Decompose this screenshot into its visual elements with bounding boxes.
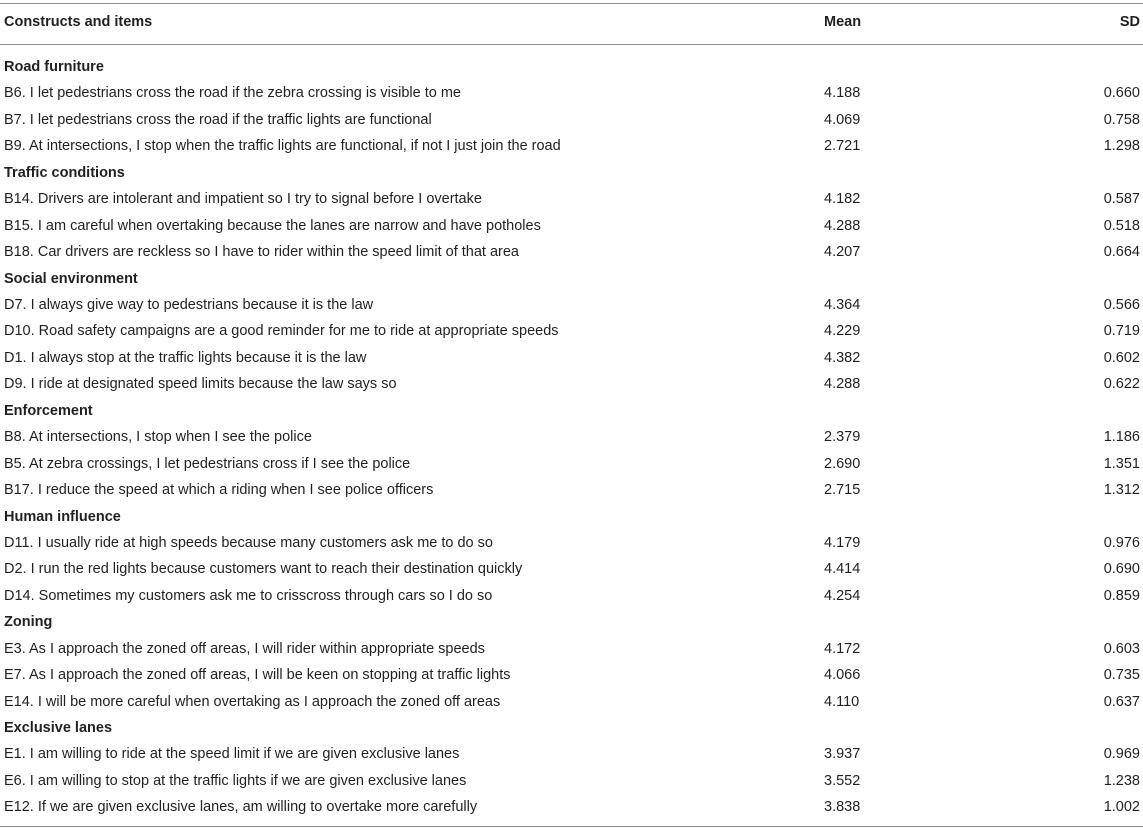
mean-value: 4.229 bbox=[824, 323, 861, 340]
item-text: D1. I always stop at the traffic lights because it is the law bbox=[4, 349, 367, 366]
group-title: Traffic conditions bbox=[4, 164, 125, 181]
group-title: Social environment bbox=[4, 270, 138, 287]
item-text: E14. I will be more careful when overtaking as I approach the zoned off areas bbox=[4, 693, 501, 710]
item-text: B17. I reduce the speed at which a riding when I see police officers bbox=[4, 482, 434, 498]
item-text: E3. As I approach the zoned off areas, I will rider within appropriate speeds bbox=[4, 640, 485, 657]
sd-value: 1.186 bbox=[1103, 429, 1140, 446]
table-bottom-rule bbox=[0, 826, 1143, 827]
table-header-rule bbox=[0, 44, 1143, 45]
sd-value: 1.002 bbox=[1103, 799, 1140, 816]
header-mean: Mean bbox=[824, 14, 862, 30]
sd-value: 0.603 bbox=[1103, 640, 1140, 657]
group-title: Enforcement bbox=[4, 402, 93, 419]
sd-value: 0.566 bbox=[1103, 297, 1140, 313]
mean-value: 4.207 bbox=[824, 244, 861, 261]
sd-value: 1.312 bbox=[1103, 482, 1140, 498]
mean-value: 3.838 bbox=[824, 799, 861, 816]
mean-value: 2.715 bbox=[824, 482, 861, 498]
item-text: B14. Drivers are intolerant and impatient so I try to signal before I overtake bbox=[4, 191, 482, 208]
sd-value: 0.690 bbox=[1103, 561, 1140, 578]
mean-value: 4.254 bbox=[824, 587, 861, 604]
item-text: B9. At intersections, I stop when the traffic lights are functional, if not I just join the road bbox=[4, 138, 561, 155]
sd-value: 0.969 bbox=[1103, 746, 1140, 763]
mean-value: 2.379 bbox=[824, 429, 861, 446]
item-text: D2. I run the red lights because customers want to reach their destination quickly bbox=[4, 561, 523, 578]
item-text: D14. Sometimes my customers ask me to crisscross through cars so I do so bbox=[4, 587, 493, 604]
mean-value: 4.414 bbox=[824, 561, 861, 578]
group-title: Exclusive lanes bbox=[4, 720, 113, 736]
item-text: E7. As I approach the zoned off areas, I will be keen on stopping at traffic lights bbox=[4, 667, 511, 684]
item-text: B6. I let pedestrians cross the road if the zebra crossing is visible to me bbox=[4, 85, 461, 102]
mean-value: 4.182 bbox=[824, 191, 861, 208]
mean-value: 4.069 bbox=[824, 111, 861, 128]
sd-value: 0.719 bbox=[1103, 323, 1140, 340]
sd-value: 1.351 bbox=[1103, 455, 1140, 472]
sd-value: 0.664 bbox=[1103, 244, 1140, 261]
mean-value: 4.179 bbox=[824, 534, 861, 551]
sd-value: 0.622 bbox=[1103, 376, 1140, 393]
mean-value: 4.066 bbox=[824, 667, 861, 684]
mean-value: 4.188 bbox=[824, 85, 861, 102]
header-sd: SD bbox=[1119, 14, 1140, 30]
sd-value: 0.758 bbox=[1103, 111, 1140, 128]
item-text: B5. At zebra crossings, I let pedestrians cross if I see the police bbox=[4, 455, 411, 472]
table-top-rule bbox=[0, 3, 1143, 4]
mean-value: 4.110 bbox=[824, 693, 860, 710]
group-title: Road furniture bbox=[4, 59, 104, 75]
item-text: E12. If we are given exclusive lanes, am willing to overtake more carefully bbox=[4, 799, 478, 816]
mean-value: 4.364 bbox=[824, 297, 861, 313]
sd-value: 0.602 bbox=[1103, 349, 1140, 366]
sd-value: 0.660 bbox=[1103, 85, 1140, 102]
group-title: Zoning bbox=[4, 614, 53, 631]
mean-value: 2.690 bbox=[824, 455, 861, 472]
item-text: D7. I always give way to pedestrians because it is the law bbox=[4, 297, 374, 313]
sd-value: 0.859 bbox=[1103, 587, 1140, 604]
sd-value: 0.518 bbox=[1103, 217, 1140, 234]
sd-value: 0.976 bbox=[1103, 534, 1140, 551]
item-text: B8. At intersections, I stop when I see the police bbox=[4, 429, 312, 446]
item-text: D9. I ride at designated speed limits because the law says so bbox=[4, 376, 397, 393]
sd-value: 1.298 bbox=[1103, 138, 1140, 155]
group-title: Human influence bbox=[4, 508, 121, 525]
mean-value: 4.172 bbox=[824, 640, 861, 657]
sd-value: 0.587 bbox=[1103, 191, 1140, 208]
item-text: D11. I usually ride at high speeds because many customers ask me to do so bbox=[4, 534, 493, 551]
sd-value: 1.238 bbox=[1103, 772, 1140, 789]
item-text: B7. I let pedestrians cross the road if the traffic lights are functional bbox=[4, 111, 432, 128]
sd-value: 0.735 bbox=[1103, 667, 1140, 684]
sd-value: 0.637 bbox=[1103, 693, 1140, 710]
item-text: B18. Car drivers are reckless so I have to rider within the speed limit of that area bbox=[4, 244, 519, 261]
mean-value: 2.721 bbox=[824, 138, 861, 155]
item-text: D10. Road safety campaigns are a good reminder for me to ride at appropriate speeds bbox=[4, 323, 559, 340]
item-text: E6. I am willing to stop at the traffic lights if we are given exclusive lanes bbox=[4, 772, 467, 789]
mean-value: 3.552 bbox=[824, 772, 861, 789]
mean-value: 3.937 bbox=[824, 746, 861, 763]
item-text: E1. I am willing to ride at the speed limit if we are given exclusive lanes bbox=[4, 746, 460, 763]
mean-value: 4.288 bbox=[824, 217, 861, 234]
mean-value: 4.288 bbox=[824, 376, 861, 393]
header-constructs-and-items: Constructs and items bbox=[4, 14, 153, 30]
item-text: B15. I am careful when overtaking because the lanes are narrow and have potholes bbox=[4, 217, 541, 234]
mean-value: 4.382 bbox=[824, 349, 861, 366]
